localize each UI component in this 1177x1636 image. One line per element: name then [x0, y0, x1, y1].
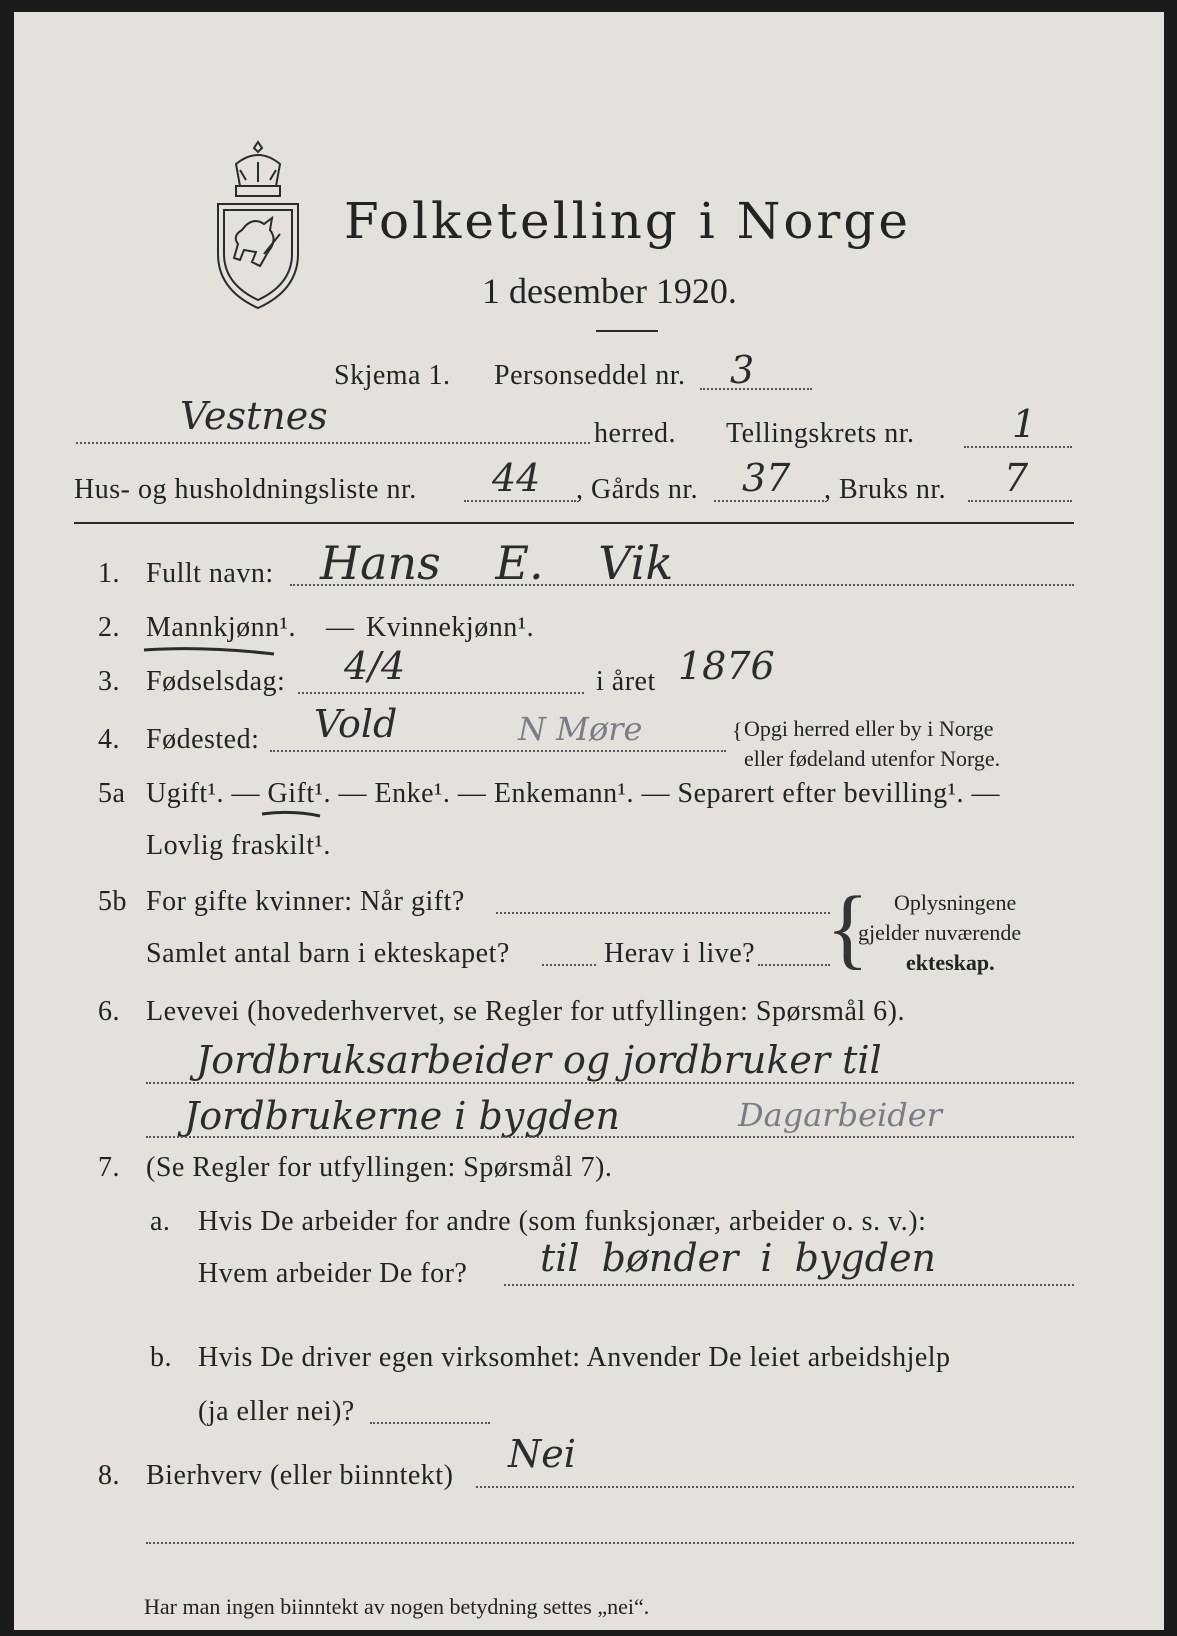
q5b-side-line1: Oplysningene: [894, 890, 1017, 915]
q5b-alive-label: Herav i live?: [604, 938, 756, 969]
side-income-value[interactable]: Nei: [508, 1432, 576, 1476]
q7b-letter: b.: [150, 1342, 172, 1373]
bruks-label: , Bruks nr.: [824, 474, 947, 505]
q6-label: Levevei (hovederhvervet, se Regler for utfyllingen: Spørsmål 6).: [146, 996, 905, 1027]
tellingskrets-label: Tellingskrets nr.: [726, 418, 915, 449]
q5b-alive-dots: [758, 964, 830, 966]
occupation-pencil-value[interactable]: Dagarbeider: [738, 1096, 942, 1134]
employer-value[interactable]: til bønder i bygden: [540, 1236, 937, 1280]
q7b-line2: (ja eller nei)?: [198, 1396, 355, 1427]
q1-number: 1.: [98, 558, 120, 589]
marital-status-options[interactable]: Ugift¹. — Gift¹. — Enke¹. — Enkemann¹. — Separert efter bevilling¹. —: [146, 778, 1001, 809]
q7-number: 7.: [98, 1152, 120, 1183]
personseddel-value[interactable]: 3: [730, 348, 755, 392]
q7-label: (Se Regler for utfyllingen: Spørsmål 7).: [146, 1152, 613, 1183]
q7a-dots: [504, 1284, 1074, 1286]
gift-underline-mark: [260, 808, 324, 820]
herred-label: herred.: [594, 418, 677, 449]
q5b-side-line2: gjelder nuværende: [858, 920, 1022, 945]
q3-label: Fødselsdag:: [146, 666, 286, 697]
q6-number: 6.: [98, 996, 120, 1027]
q5b-number: 5b: [98, 886, 127, 917]
census-form: [14, 12, 1164, 1630]
gender-female-option[interactable]: Kvinnekjønn¹.: [366, 612, 535, 643]
male-underline-mark: [142, 644, 282, 658]
q2-separator: —: [326, 612, 355, 643]
q4-label: Fødested:: [146, 724, 260, 755]
herred-value[interactable]: Vestnes: [180, 394, 328, 438]
occupation-value-line1[interactable]: Jordbruksarbeider og jordbruker til: [196, 1038, 882, 1082]
q6-line1: [146, 1082, 1074, 1084]
gards-value[interactable]: 37: [742, 456, 791, 500]
q4-line: [270, 750, 726, 752]
hus-line: [464, 500, 576, 502]
q5b-children-label: Samlet antal barn i ekteskapet?: [146, 938, 510, 969]
q5a-number: 5a: [98, 778, 126, 809]
q7b-dots: [370, 1422, 490, 1424]
q7b-line1: Hvis De driver egen virksomhet: Anvender De leiet arbeidshjelp: [198, 1342, 951, 1373]
personseddel-label: Personseddel nr.: [494, 360, 686, 391]
q8-label: Bierhverv (eller biinntekt): [146, 1460, 454, 1491]
q7a-letter: a.: [150, 1206, 171, 1237]
q4-side-line1: Opgi herred eller by i Norge: [744, 716, 994, 741]
q8-extra-line: [146, 1542, 1074, 1544]
title-divider: [596, 330, 658, 332]
marital-status-options-cont[interactable]: Lovlig fraskilt¹.: [146, 830, 331, 861]
tellingskrets-line: [964, 446, 1072, 448]
q5b-line1: For gifte kvinner: Når gift?: [146, 886, 465, 917]
full-name-value[interactable]: Hans E. Vik: [320, 536, 674, 590]
q8-dots: [476, 1486, 1074, 1488]
gards-label: , Gårds nr.: [576, 474, 699, 505]
coat-of-arms-icon: [210, 134, 306, 312]
page-title: Folketelling i Norge: [344, 192, 911, 250]
birthplace-note-value[interactable]: N Møre: [518, 710, 643, 748]
q1-label: Fullt navn:: [146, 558, 274, 589]
q3-number: 3.: [98, 666, 120, 697]
q2-number: 2.: [98, 612, 120, 643]
q7a-line1: Hvis De arbeider for andre (som funksjonær, arbeider o. s. v.):: [198, 1206, 927, 1237]
section-divider: [74, 522, 1074, 524]
q4-number: 4.: [98, 724, 120, 755]
birth-year-value[interactable]: 1876: [678, 644, 775, 688]
birthplace-value[interactable]: Vold: [314, 702, 398, 746]
personseddel-line: [700, 388, 812, 390]
hus-label: Hus- og husholdningsliste nr.: [74, 474, 417, 505]
q5b-children-dots: [542, 964, 596, 966]
gender-male-option[interactable]: Mannkjønn¹.: [146, 612, 296, 643]
q7a-line2: Hvem arbeider De for?: [198, 1258, 468, 1289]
bruks-line: [968, 500, 1072, 502]
bruks-value[interactable]: 7: [1004, 456, 1029, 500]
hus-value[interactable]: 44: [492, 456, 541, 500]
q5b-line1-dots: [496, 912, 830, 914]
tellingskrets-value[interactable]: 1: [1012, 402, 1037, 446]
occupation-value-line2[interactable]: Jordbrukerne i bygden: [184, 1094, 620, 1138]
q4-side-brace: {: [732, 718, 743, 743]
birthday-value[interactable]: 4/4: [344, 644, 406, 688]
q5b-side-brace: {: [826, 879, 870, 978]
q5b-side-line3: ekteskap.: [906, 950, 995, 975]
q3-line: [298, 692, 584, 694]
census-date: 1 desember 1920.: [482, 271, 737, 311]
herred-line: [76, 442, 590, 444]
gards-line: [714, 500, 824, 502]
q8-number: 8.: [98, 1460, 120, 1491]
skjema-label: Skjema 1.: [334, 360, 451, 391]
q4-side-line2: eller fødeland utenfor Norge.: [744, 746, 1001, 771]
year-label: i året: [596, 666, 656, 697]
footer-note: Har man ingen biinntekt av nogen betydning settes „nei“.: [144, 1594, 650, 1619]
q6-line2: [146, 1136, 1074, 1138]
